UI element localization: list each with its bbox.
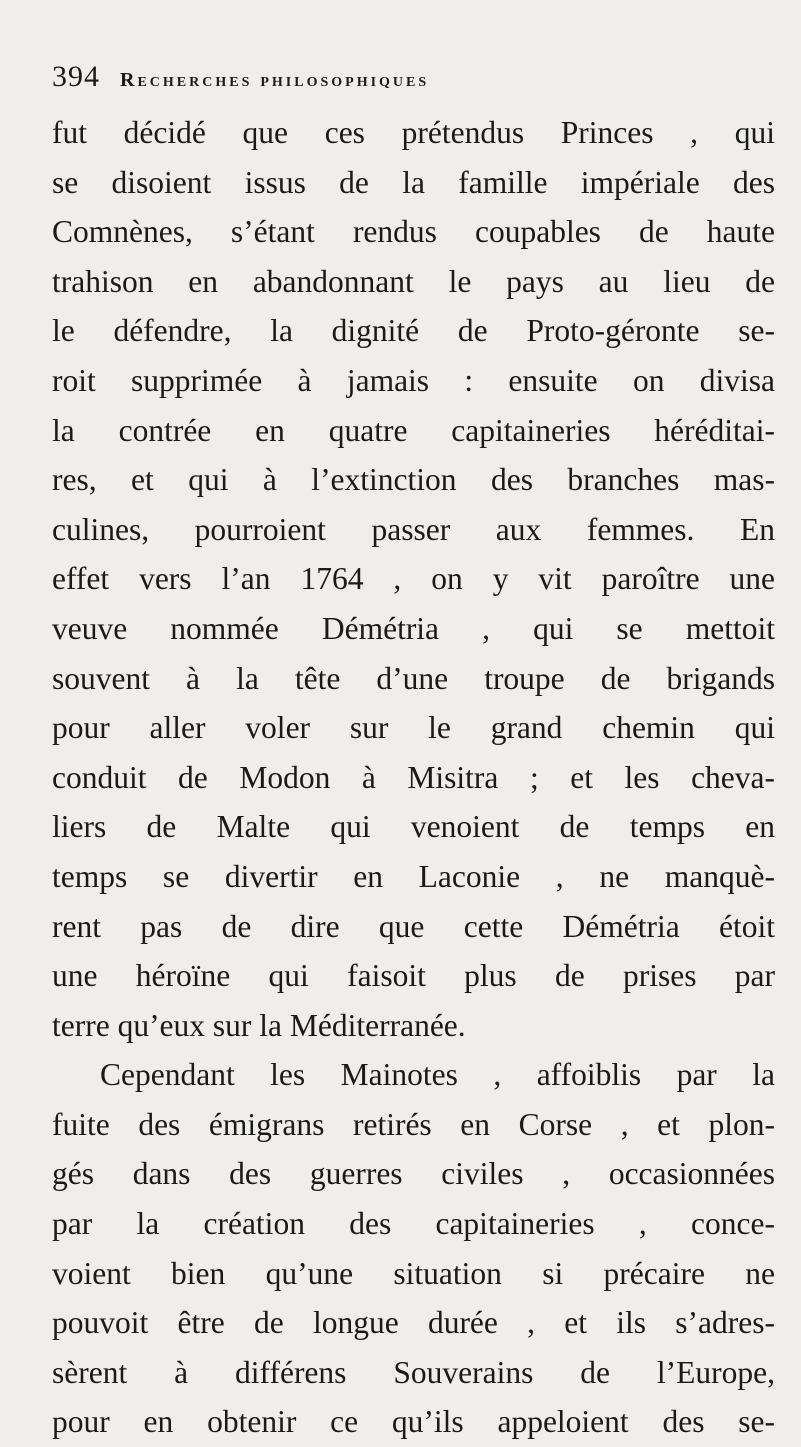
text-line: une héroïne qui faisoit plus de prises par	[52, 958, 775, 994]
text-line: se disoient issus de la famille impériale des	[52, 164, 775, 200]
text-line: culines, pourroient passer aux femmes. En	[52, 511, 775, 547]
body-text	[52, 108, 773, 1447]
text-line: trahison en abandonnant le pays au lieu de	[52, 263, 775, 299]
text-line: voient bien qu’une situation si précaire ne	[52, 1255, 775, 1291]
text-line: temps se divertir en Laconie , ne manquè-	[52, 858, 775, 894]
text-line: pour en obtenir ce qu’ils appeloient des se-	[52, 1404, 775, 1440]
text-line: veuve nommée Démétria , qui se mettoit	[52, 610, 775, 646]
text-line: fut décidé que ces prétendus Princes , qui	[52, 115, 775, 150]
text-line: liers de Malte qui venoient de temps en	[52, 809, 775, 845]
text-line: le défendre, la dignité de Proto-géronte se-	[52, 313, 775, 349]
text-line: gés dans des guerres civiles , occasionnées	[52, 1156, 775, 1192]
text-line: la contrée en quatre capitaineries héréditai-	[52, 412, 775, 448]
text-line: terre qu’eux sur la Méditerranée.	[52, 1007, 466, 1043]
running-head	[52, 60, 773, 106]
text-line: Cependant les Mainotes , affoiblis par la	[100, 1057, 775, 1093]
text-line: effet vers l’an 1764 , on y vit paroître une	[52, 561, 775, 597]
text-line: res, et qui à l’extinction des branches mas-	[52, 462, 775, 498]
text-line: pour aller voler sur le grand chemin qui	[52, 710, 775, 746]
page-number: 394	[52, 60, 100, 93]
text-line: sèrent à différens Souverains de l’Europe,	[52, 1354, 775, 1390]
text-line: pouvoit être de longue durée , et ils s’adres-	[52, 1305, 775, 1341]
text-line: rent pas de dire que cette Démétria étoit	[52, 908, 775, 944]
text-line: Comnènes, s’étant rendus coupables de haute	[52, 214, 775, 250]
text-line: souvent à la tête d’une troupe de brigands	[52, 660, 775, 696]
text-line: conduit de Modon à Misitra ; et les cheva-	[52, 759, 775, 795]
text-line: roit supprimée à jamais : ensuite on divisa	[52, 362, 775, 398]
text-line: par la création des capitaineries , conce-	[52, 1206, 775, 1242]
text-line: fuite des émigrans retirés en Corse , et plon-	[52, 1106, 775, 1142]
running-title: Recherches philosophiques	[120, 69, 430, 91]
